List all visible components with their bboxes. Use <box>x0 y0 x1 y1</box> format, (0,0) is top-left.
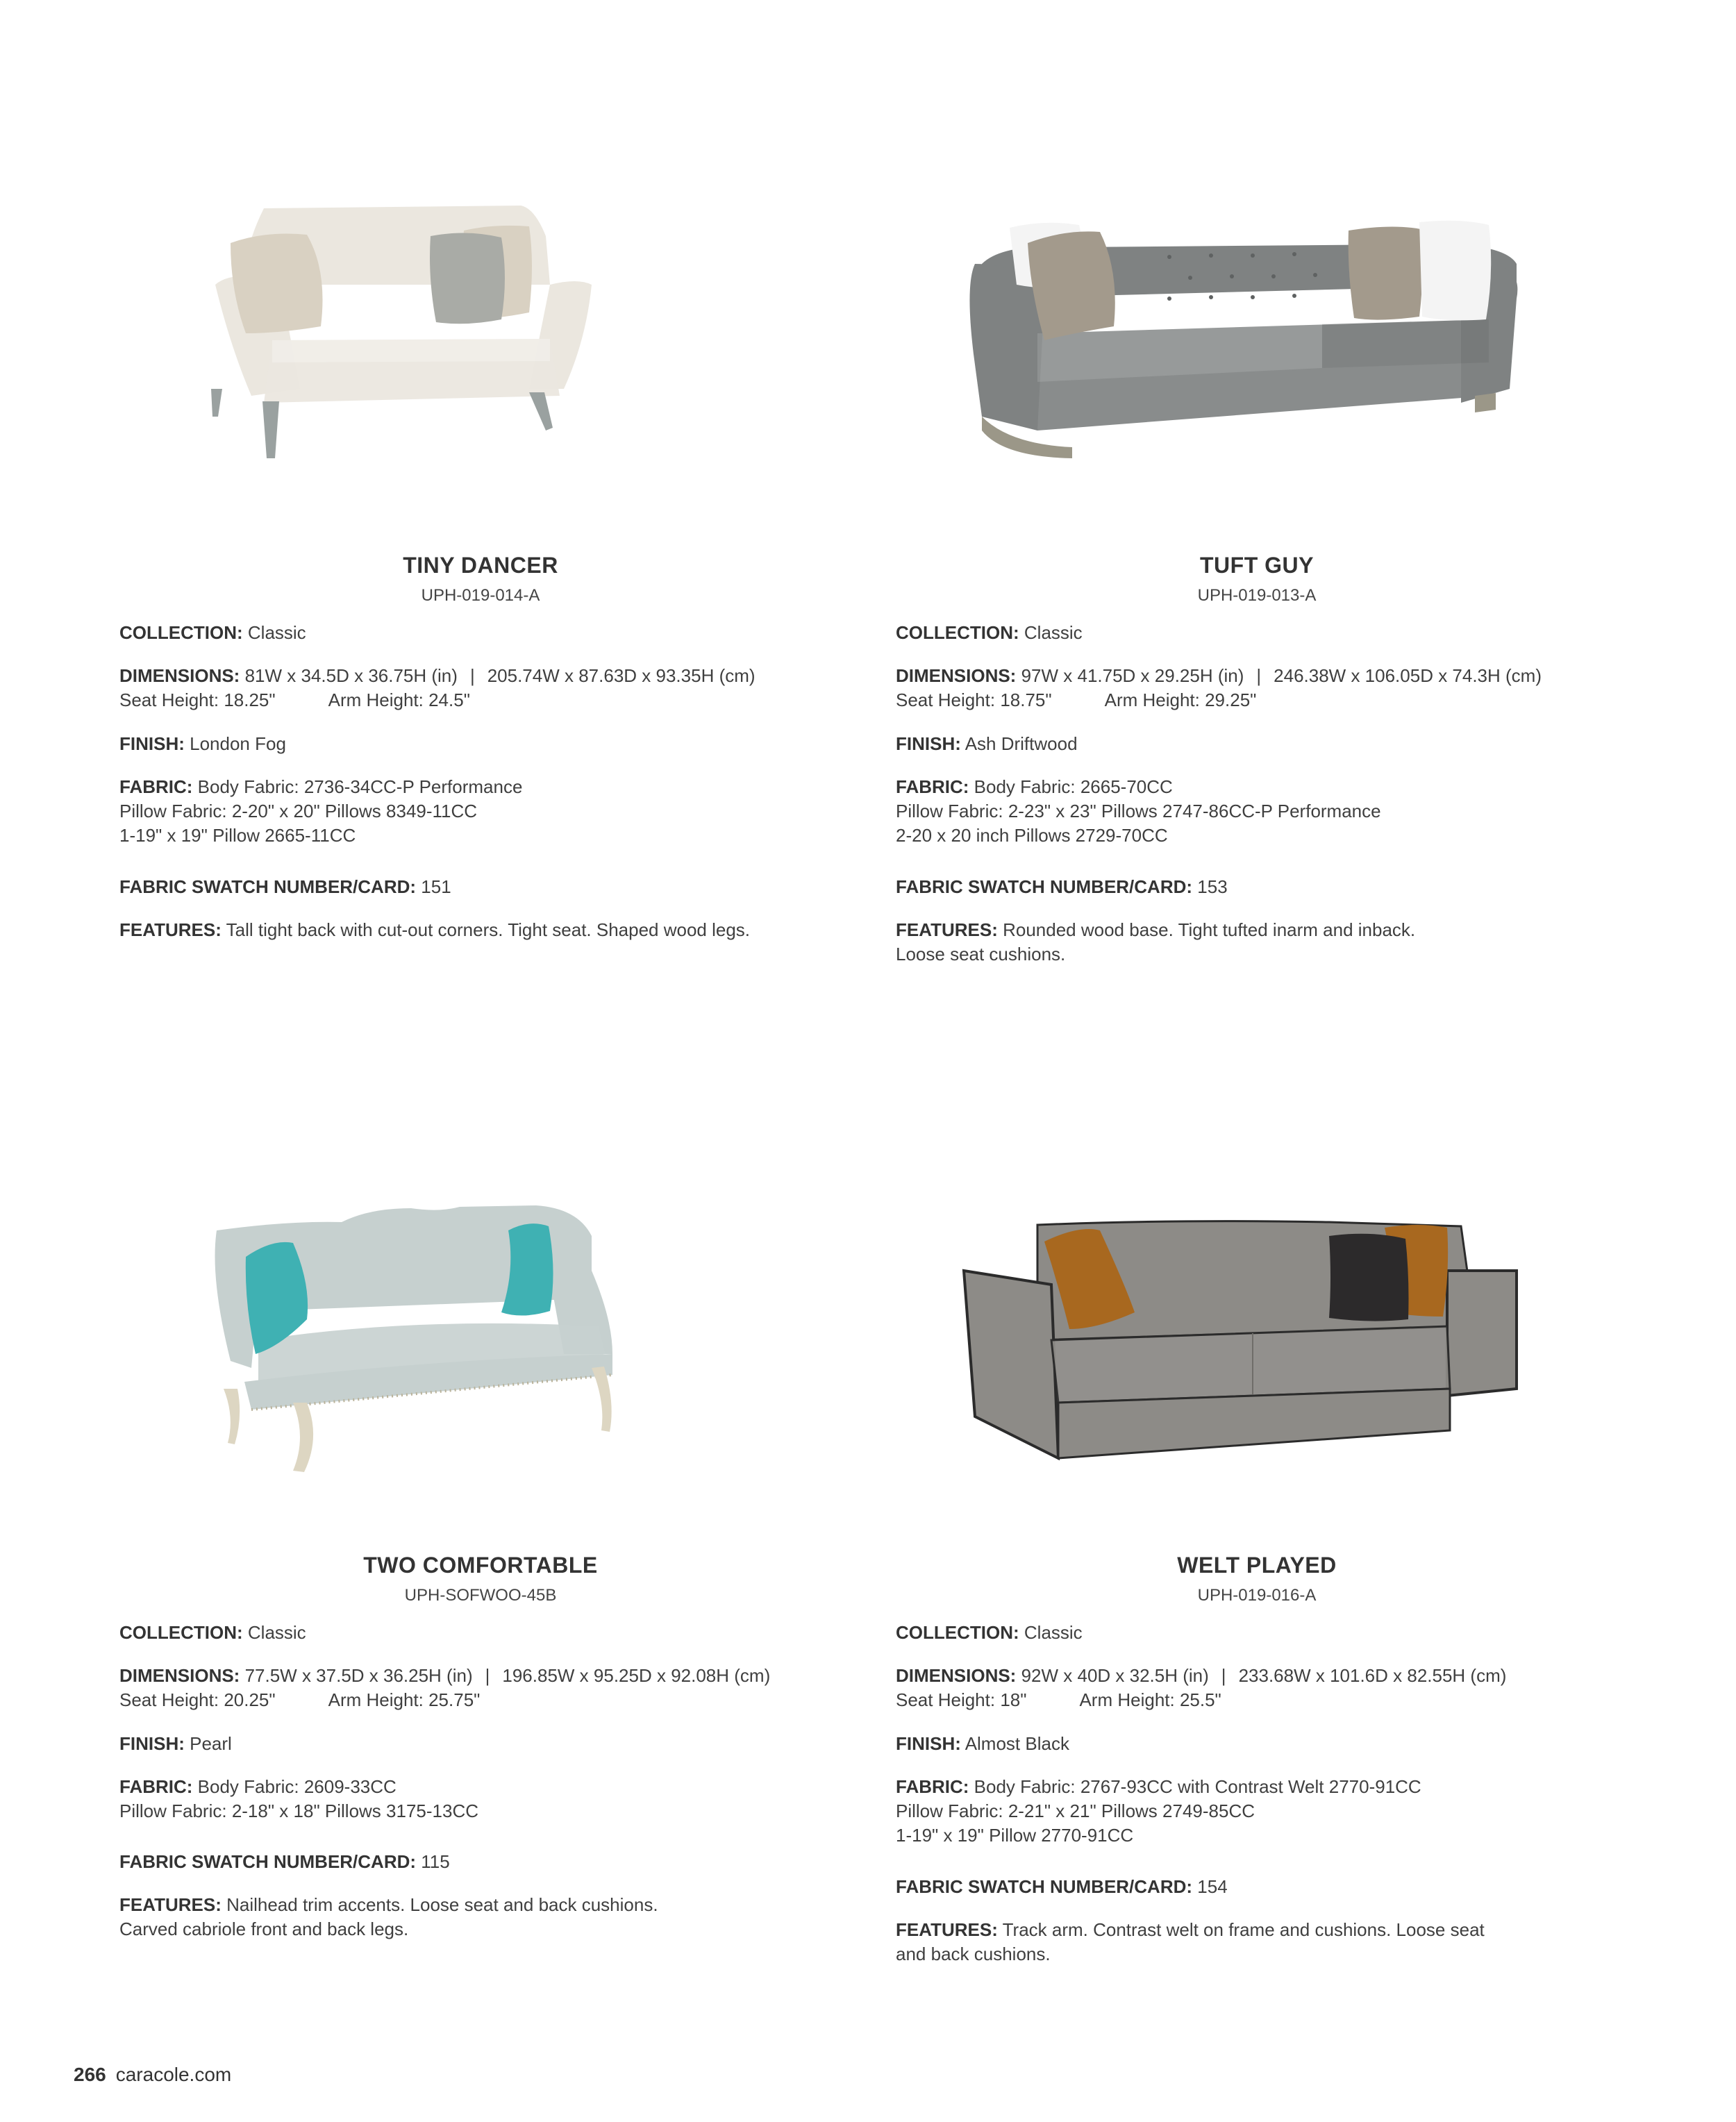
fabric-line: Body Fabric: 2609-33CC <box>197 1776 397 1797</box>
fabric-line: 1-19" x 19" Pillow 2665-11CC <box>119 825 356 846</box>
spec-value: Classic <box>247 1622 306 1643</box>
dimensions-cm: 246.38W x 106.05D x 74.3H (cm) <box>1274 665 1542 686</box>
heights-line <box>896 688 1542 712</box>
arm-height: Arm Height: 29.25" <box>1104 690 1257 710</box>
spec-swatch <box>896 875 1228 899</box>
spec-value: Almost Black <box>965 1733 1069 1754</box>
features-line: Track arm. Contrast welt on frame and cushions. Loose seat <box>1002 1919 1485 1940</box>
spec-label: FINISH: <box>119 733 185 754</box>
spec-label: COLLECTION: <box>119 622 243 643</box>
pillow <box>1329 1234 1409 1321</box>
fabric-line: Pillow Fabric: 2-21" x 21" Pillows 2749-85CC <box>896 1801 1255 1821</box>
spec-dimensions <box>896 664 1542 712</box>
seat-height: Seat Height: 18.25" <box>119 690 276 710</box>
spec-collection <box>896 621 1083 645</box>
sofa-leg <box>211 389 222 417</box>
page-number: 266 <box>74 2064 106 2085</box>
sofa-leg <box>529 392 553 431</box>
spec-features <box>119 918 750 942</box>
spec-value: 151 <box>421 876 451 897</box>
spec-finish <box>119 1732 232 1756</box>
spec-features <box>896 1918 1485 1966</box>
pillow <box>231 234 323 334</box>
spec-label: DIMENSIONS: <box>119 665 240 686</box>
spec-value: Classic <box>247 622 306 643</box>
fabric-line: Body Fabric: 2736-34CC-P Performance <box>197 776 523 797</box>
fabric-line: 1-19" x 19" Pillow 2770-91CC <box>896 1825 1134 1846</box>
spec-fabric <box>119 775 522 848</box>
spec-value: London Fog <box>190 733 286 754</box>
spec-finish <box>896 1732 1069 1756</box>
spec-label: DIMENSIONS: <box>896 665 1017 686</box>
sofa-leg <box>293 1403 313 1472</box>
dimensions-cm: 196.85W x 95.25D x 92.08H (cm) <box>502 1665 771 1686</box>
spec-label: COLLECTION: <box>119 1622 243 1643</box>
spec-swatch <box>119 1850 450 1874</box>
dimensions-line <box>896 1664 1506 1688</box>
spec-label: DIMENSIONS: <box>896 1665 1017 1686</box>
spec-label: DIMENSIONS: <box>119 1665 240 1686</box>
spec-label: FINISH: <box>896 733 961 754</box>
sofa-arm-left <box>964 1271 1058 1458</box>
features-line: Nailhead trim accents. Loose seat and back cushions. <box>226 1894 658 1915</box>
spec-value: Classic <box>1024 1622 1083 1643</box>
features-line: Carved cabriole front and back legs. <box>119 1919 409 1939</box>
dimensions-line <box>119 1664 770 1688</box>
spec-label: FABRIC SWATCH NUMBER/CARD: <box>896 876 1193 897</box>
dimensions-line <box>896 664 1542 688</box>
spec-value: Pearl <box>190 1733 232 1754</box>
spec-features <box>896 918 1415 967</box>
product-sku: UPH-SOFWOO-45B <box>404 1586 557 1605</box>
features-line: Tall tight back with cut-out corners. Tight seat. Shaped wood legs. <box>226 919 751 940</box>
fabric-line: Pillow Fabric: 2-20" x 20" Pillows 8349-11CC <box>119 801 478 821</box>
spec-value: 115 <box>421 1851 450 1872</box>
dimensions-separator: | <box>1221 1665 1226 1686</box>
spec-label: COLLECTION: <box>896 622 1019 643</box>
fabric-line: Pillow Fabric: 2-18" x 18" Pillows 3175-13CC <box>119 1801 479 1821</box>
features-line: and back cushions. <box>896 1944 1051 1964</box>
dimensions-separator: | <box>469 665 475 686</box>
heights-line <box>119 688 756 712</box>
spec-fabric <box>119 1775 478 1823</box>
sofa-base <box>1475 393 1496 412</box>
sofa-arm-right <box>1447 1271 1517 1396</box>
spec-label: FEATURES: <box>119 919 222 940</box>
dimensions-inches: 81W x 34.5D x 36.75H (in) <box>244 665 458 686</box>
pillow <box>430 233 505 324</box>
sofa-leg <box>224 1389 240 1444</box>
sofa-image <box>961 181 1530 486</box>
spec-label: FEATURES: <box>896 919 998 940</box>
sofa-image <box>203 181 703 486</box>
seat-height: Seat Height: 18.75" <box>896 690 1052 710</box>
spec-label: FINISH: <box>896 1733 961 1754</box>
arm-height: Arm Height: 24.5" <box>328 690 470 710</box>
heights-line <box>896 1688 1506 1712</box>
pillow <box>1028 231 1115 340</box>
sofa-leg <box>262 401 279 458</box>
product-name: TUFT GUY <box>1200 553 1314 578</box>
spec-value: Classic <box>1024 622 1083 643</box>
fabric-line: Pillow Fabric: 2-23" x 23" Pillows 2747-86CC-P Performance <box>896 801 1381 821</box>
seat-height: Seat Height: 20.25" <box>119 1689 276 1710</box>
fabric-line: Body Fabric: 2767-93CC with Contrast Welt 2770-91CC <box>974 1776 1421 1797</box>
product-sku: UPH-019-014-A <box>421 586 540 605</box>
spec-value: Ash Driftwood <box>965 733 1078 754</box>
product-name: TWO COMFORTABLE <box>363 1553 598 1578</box>
arm-height: Arm Height: 25.5" <box>1079 1689 1221 1710</box>
spec-label: FINISH: <box>119 1733 185 1754</box>
spec-label: COLLECTION: <box>896 1622 1019 1643</box>
spec-dimensions <box>119 1664 770 1712</box>
spec-label: FABRIC: <box>896 1776 969 1797</box>
spec-fabric <box>896 775 1381 848</box>
heights-line <box>119 1688 770 1712</box>
spec-label: FABRIC SWATCH NUMBER/CARD: <box>896 1876 1193 1897</box>
fabric-line: Body Fabric: 2665-70CC <box>974 776 1173 797</box>
dimensions-inches: 92W x 40D x 32.5H (in) <box>1021 1665 1209 1686</box>
spec-swatch <box>896 1875 1228 1899</box>
product-photo <box>961 1180 1530 1486</box>
spec-value: 154 <box>1197 1876 1228 1897</box>
sofa-image <box>203 1180 731 1486</box>
pillow <box>1349 226 1423 319</box>
spec-label: FABRIC: <box>119 776 193 797</box>
sofa-seat-cushion <box>1322 319 1489 368</box>
seat-height: Seat Height: 18" <box>896 1689 1027 1710</box>
spec-swatch <box>119 875 451 899</box>
features-line: Loose seat cushions. <box>896 944 1066 964</box>
spec-collection <box>119 1621 306 1645</box>
product-name: TINY DANCER <box>403 553 558 578</box>
spec-label: FABRIC SWATCH NUMBER/CARD: <box>119 1851 417 1872</box>
product-photo <box>961 181 1530 486</box>
spec-value: 153 <box>1197 876 1228 897</box>
product-sku: UPH-019-013-A <box>1197 586 1317 605</box>
spec-dimensions <box>896 1664 1506 1712</box>
spec-features <box>119 1893 658 1941</box>
spec-collection <box>119 621 306 645</box>
product-sku: UPH-019-016-A <box>1197 1586 1317 1605</box>
dimensions-line <box>119 664 756 688</box>
sofa-image <box>961 1180 1530 1486</box>
spec-label: FEATURES: <box>896 1919 998 1940</box>
product-photo <box>203 1180 731 1486</box>
spec-finish <box>896 732 1078 756</box>
product-photo <box>203 181 703 486</box>
spec-collection <box>896 1621 1083 1645</box>
sofa-seat-cushion <box>272 339 550 362</box>
page-footer <box>74 2064 231 2086</box>
dimensions-cm: 233.68W x 101.6D x 82.55H (cm) <box>1238 1665 1507 1686</box>
fabric-line: 2-20 x 20 inch Pillows 2729-70CC <box>896 825 1168 846</box>
spec-label: FABRIC: <box>119 1776 193 1797</box>
dimensions-inches: 77.5W x 37.5D x 36.25H (in) <box>244 1665 473 1686</box>
spec-dimensions <box>119 664 756 712</box>
pillow <box>1419 221 1491 321</box>
dimensions-separator: | <box>1256 665 1262 686</box>
dimensions-cm: 205.74W x 87.63D x 93.35H (cm) <box>487 665 756 686</box>
spec-label: FEATURES: <box>119 1894 222 1915</box>
product-name: WELT PLAYED <box>1177 1553 1337 1578</box>
spec-fabric <box>896 1775 1421 1848</box>
spec-finish <box>119 732 286 756</box>
dimensions-inches: 97W x 41.75D x 29.25H (in) <box>1021 665 1244 686</box>
dimensions-separator: | <box>485 1665 490 1686</box>
spec-label: FABRIC SWATCH NUMBER/CARD: <box>119 876 417 897</box>
spec-label: FABRIC: <box>896 776 969 797</box>
arm-height: Arm Height: 25.75" <box>328 1689 481 1710</box>
website-link[interactable]: caracole.com <box>115 2064 232 2085</box>
features-line: Rounded wood base. Tight tufted inarm and inback. <box>1003 919 1416 940</box>
